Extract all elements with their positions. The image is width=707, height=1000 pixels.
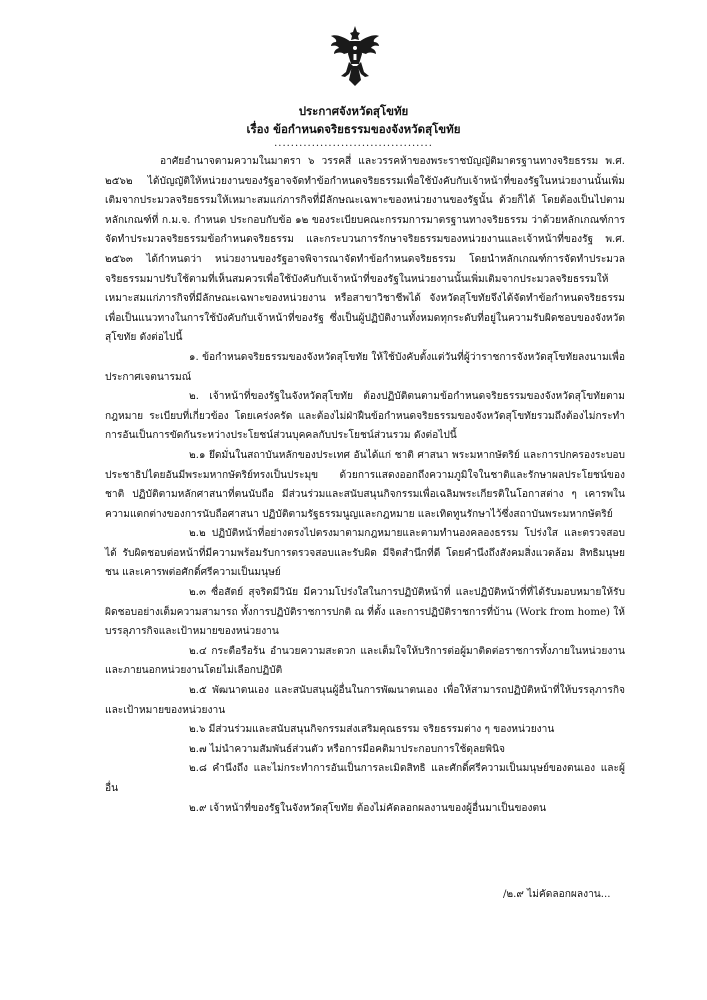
intro-paragraph: อาศัยอำนาจตามความในมาตรา ๖ วรรคสี่ และวรรคห้าของพระราชบัญญัติมาตรฐานทางจริยธรรม พ.ศ. ๒๕๖๒ ได้บัญญัติให้หน่วยงานของรัฐอาจจัดทำข้อกำหนดจริยธรรมเพื่อใช้บังคับกับเจ้าหน้าที่ของรัฐในหน่วยงานนั้นเพิ่มเติมจากประมวลจริยธรรมให้เหมาะสมแก่ภารกิจที่มีลักษณะเฉพาะของหน่วยงานของรัฐนั้น ด้วยก็ได้ โดยต้องเป็นไปตามหลักเกณฑ์ที่ ก.ม.จ. กำหนด ประกอบกับข้อ ๑๒ ของระเบียบคณะกรรมการมาตรฐานทางจริยธรรม ว่าด้วยหลักเกณฑ์การจัดทำประมวลจริยธรรมข้อกำหนดจริยธรรม และกระบวนการรักษาจริยธรรมของหน่วยงานและเจ้าหน้าที่ของรัฐ พ.ศ. ๒๕๖๓ ได้กำหนดว่า หน่วยงานของรัฐอาจพิจารณาจัดทำข้อกำหนดจริยธรรม โดยนำหลักเกณฑ์การจัดทำประมวลจริยธรรมมาปรับใช้ตามที่เห็นสมควรเพื่อใช้บังคับกับเจ้าหน้าที่ของรัฐในหน่วยงานนั้นเพิ่มเติมจากประมวลจริยธรรมให้เหมาะสมแก่ภารกิจที่มีลักษณะเฉพาะของหน่วยงาน หรือสาขาวิชาชีพได้ จังหวัดสุโขทัยจึงได้จัดทำข้อกำหนดจริยธรรมเพื่อเป็นแนวทางในการใช้บังคับกับเจ้าหน้าที่ของรัฐ ซึ่งเป็นผู้ปฏิบัติงานทั้งหมดทุกระดับที่อยู่ในความรับผิดชอบของจังหวัดสุโขทัย ดังต่อไปนี้ [105,156,625,344]
title-divider: ...................................... [274,138,433,149]
document-title: ประกาศจังหวัดสุโขทัย [298,104,409,118]
clause-2-3: ๒.๓ ซื่อสัตย์ สุจริตมีวินัย มีความโปร่งใสในการปฏิบัติหน้าที่ และปฏิบัติหน้าที่ที่ได้รับมอบหมายให้รับผิดชอบอย่างเต็มความสามารถ ทั้งการปฏิบัติราชการปกติ ณ ที่ตั้ง และการปฏิบัติราชการที่บ้าน (Work from home) ให้บรรลุภารกิจและเป้าหมายของหน่วยงาน [105,587,625,638]
clause-2-9: ๒.๙ เจ้าหน้าที่ของรัฐในจังหวัดสุโขทัย ต้องไม่คัดลอกผลงานของผู้อื่นมาเป็นของตน [189,802,547,814]
clause-2-7: ๒.๗ ไม่นำความสัมพันธ์ส่วนตัว หรือการมีอคติมาประกอบการใช้ดุลยพินิจ [189,743,505,755]
clause-2-5: ๒.๕ พัฒนาตนเอง และสนับสนุนผู้อื่นในการพัฒนาตนเอง เพื่อให้สามารถปฏิบัติหน้าที่ให้บรรลุภารกิจและเป้าหมายของหน่วยงาน [105,685,625,716]
clause-2-6: ๒.๖ มีส่วนร่วมและสนับสนุนกิจกรรมส่งเสริมคุณธรรม จริยธรรมต่าง ๆ ของหน่วยงาน [189,724,555,736]
clause-2-1: ๒.๑ ยึดมั่นในสถาบันหลักของประเทศ อันได้แก่ ชาติ ศาสนา พระมหากษัตริย์ และการปกครองระบอบประชาธิปไตยอันมีพระมหากษัตริย์ทรงเป็นประมุข ด้วยการแสดงออกถึงความภูมิใจในชาติและรักษาผลประโยชน์ของชาติ ปฏิบัติตามหลักศาสนาที่ตนนับถือ มีส่วนร่วมและสนับสนุนกิจกรรมเพื่อเฉลิมพระเกียรติในโอกาสต่าง ๆ เคารพในความแตกต่างของการนับถือศาสนา ปฏิบัติตามรัฐธรรมนูญและกฎหมาย และเทิดทูนรักษาไว้ซึ่งสถาบันพระมหากษัตริย์ [105,449,625,520]
clause-2-2: ๒.๒ ปฏิบัติหน้าที่อย่างตรงไปตรงมาตามกฎหมายและตามทำนองคลองธรรม โปร่งใส และตรวจสอบได้ รับผิดชอบต่อหน้าที่มีความพร้อมรับการตรวจสอบและรับผิด มีจิตสำนึกที่ดี โดยคำนึงถึงสังคมสิ่งแวดล้อม สิทธิมนุษยชน และเคารพต่อศักดิ์ศรีความเป็นมนุษย์ [105,528,625,579]
clause-2: ๒. เจ้าหน้าที่ของรัฐในจังหวัดสุโขทัย ต้องปฏิบัติตนตามข้อกำหนดจริยธรรมของจังหวัดสุโขทัยตามกฎหมาย ระเบียบที่เกี่ยวข้อง โดยเคร่งครัด และต้องไม่ฝ่าฝืนข้อกำหนดจริยธรรมของจังหวัดสุโขทัยรวมถึงต้องไม่กระทำการอันเป็นการขัดกันระหว่างประโยชน์ส่วนบุคคลกับประโยชน์ส่วนรวม ดังต่อไปนี้ [105,391,625,442]
clause-2-4: ๒.๔ กระตือรือร้น อำนวยความสะดวก และเต็มใจให้บริการต่อผู้มาติดต่อราชการทั้งภายในหน่วยงานและภายนอกหน่วยงานโดยไม่เลือกปฏิบัติ [105,645,625,677]
continuation-note: /๒.๙ ไม่คัดลอกผลงาน... [503,889,611,900]
clause-1: ๑. ข้อกำหนดจริยธรรมของจังหวัดสุโขทัย ให้ใช้บังคับตั้งแต่วันที่ผู้ว่าราชการจังหวัดสุโขทัยลงนามเพื่อประกาศเจตนารมณ์ [105,351,625,383]
garuda-emblem-icon [329,24,381,88]
clause-2-8: ๒.๘ คำนึงถึง และไม่กระทำการอันเป็นการละเมิดสิทธิ และศักดิ์ศรีความเป็นมนุษย์ของตนเอง และผู้อื่น [105,763,625,794]
document-subject: เรื่อง ข้อกำหนดจริยธรรมของจังหวัดสุโขทัย [246,122,461,136]
document-body [105,152,625,818]
